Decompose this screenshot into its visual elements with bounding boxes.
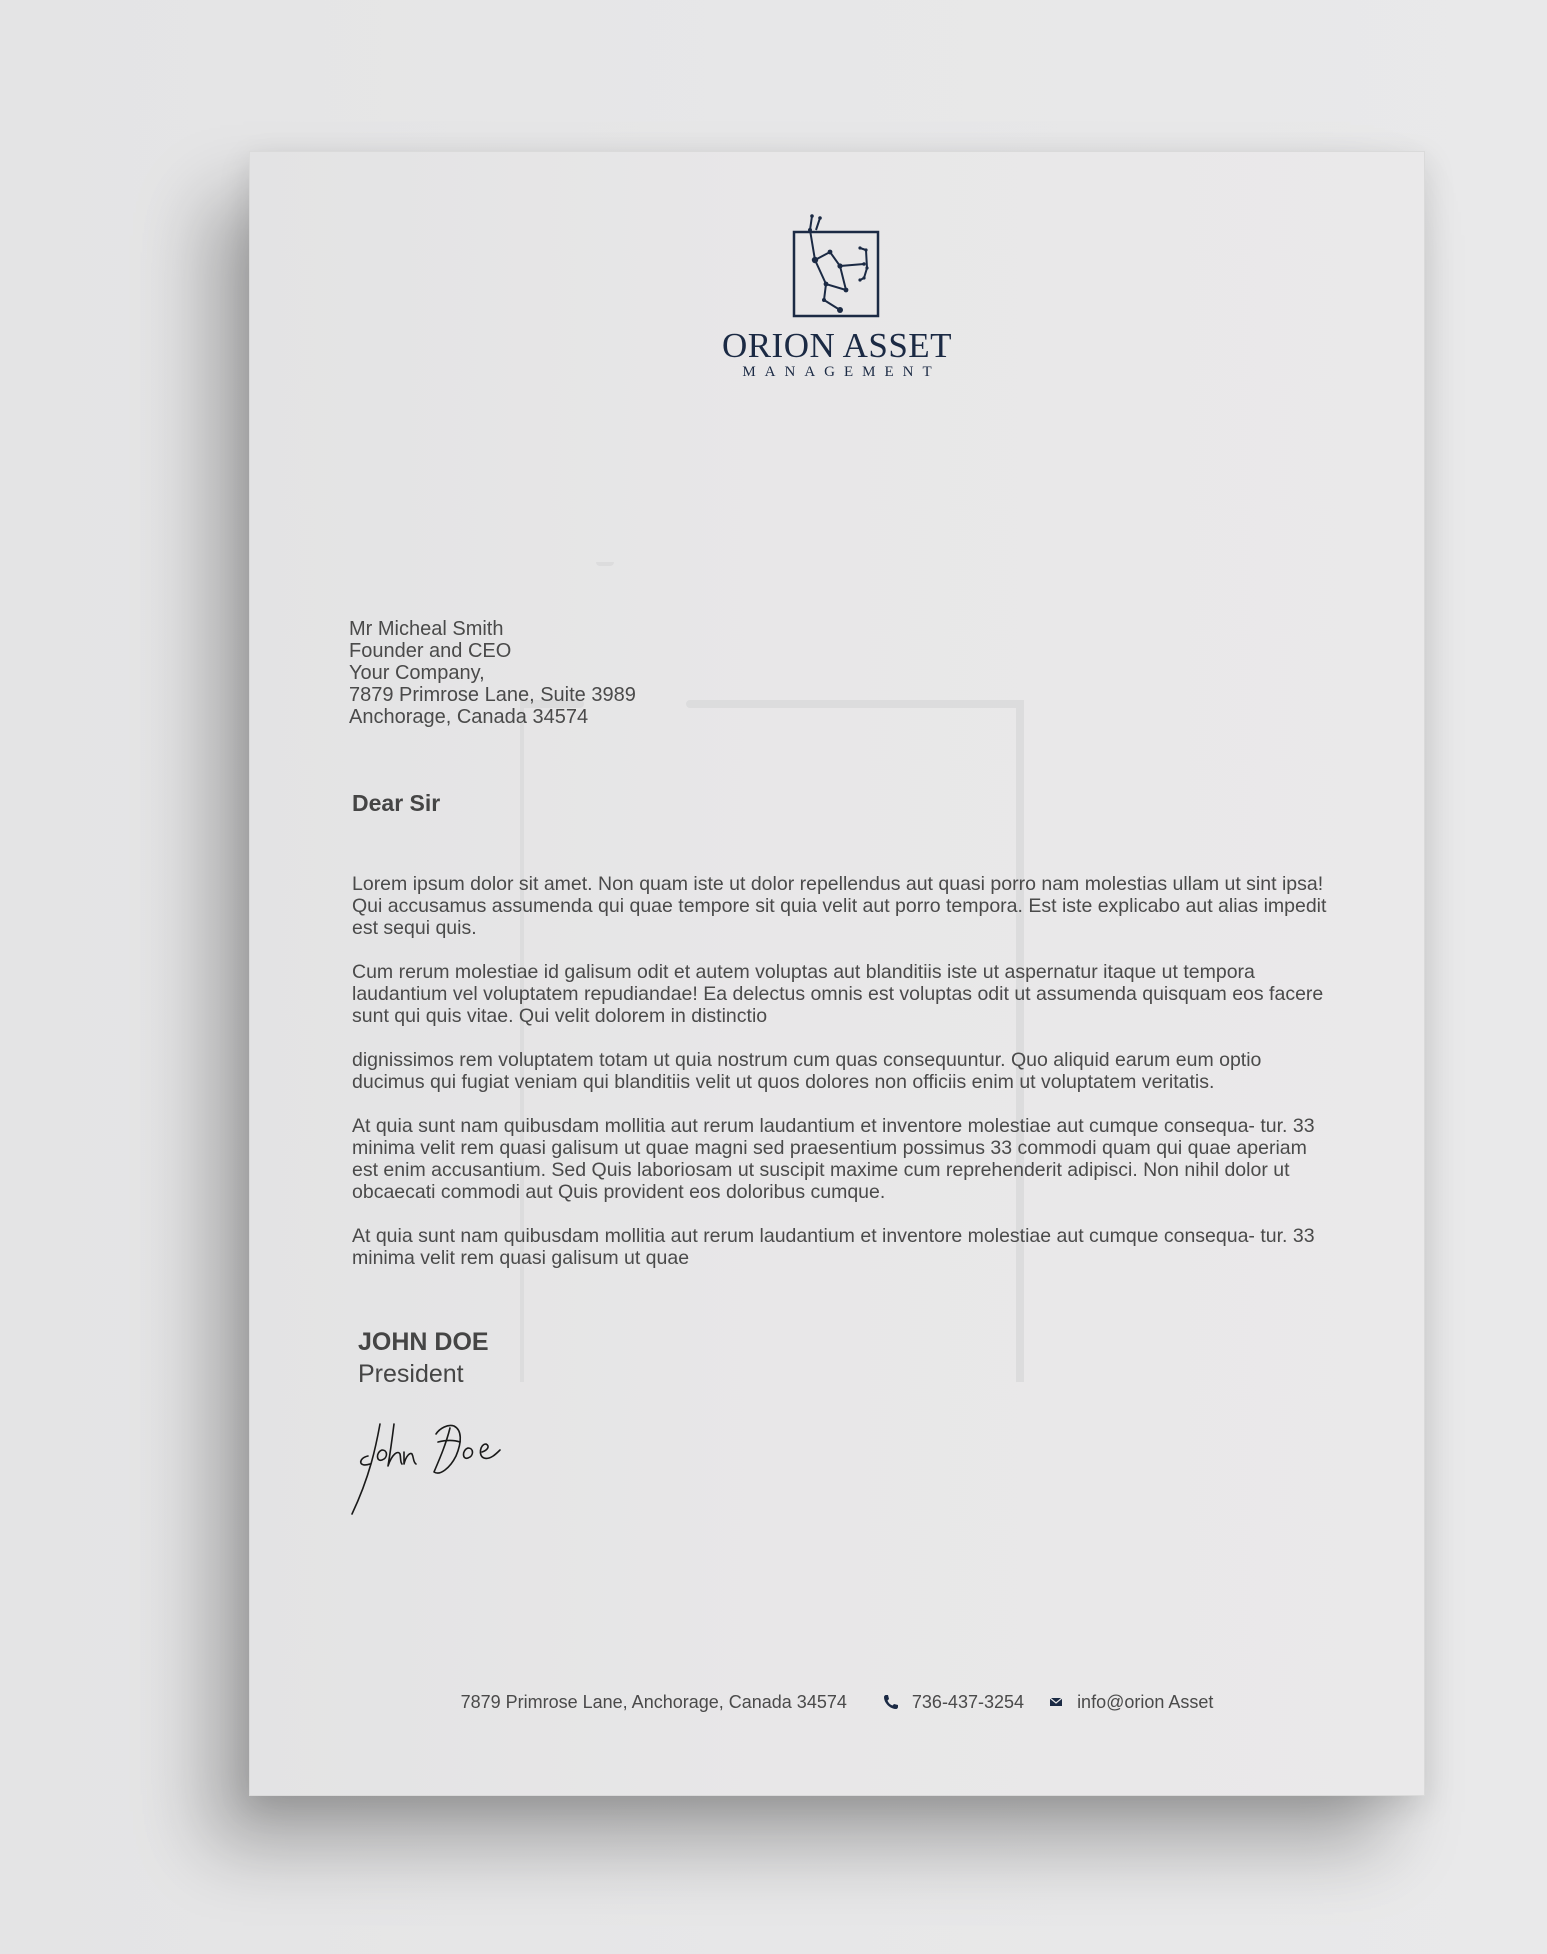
footer-address: 7879 Primrose Lane, Anchorage, Canada 34574 [460, 1691, 847, 1712]
recipient-city: Anchorage, Canada 34574 [349, 706, 589, 728]
body-paragraph: At quia sunt nam quibusdam mollitia aut rerum laudantium et inventore molestiae aut cumque consequa- tur. 33 minima velit rem quasi galisum ut quae magni sed praesentium possimus 33 commodi quam qui quae aperiam est enim accusantium. Sed Quis laboriosam ut suscipit maxime cum reprehenderit adipisci. Non nihil dolor ut obcaecati commodi aut Quis provident eos doloribus cumque. [352, 1115, 1315, 1203]
phone-icon [883, 1694, 899, 1710]
body-paragraph: Lorem ipsum dolor sit amet. Non quam iste ut dolor repellendus aut quasi porro nam molestias ullam ut sint ipsa! Qui accusamus assumenda qui quae tempore sit quia velit aut porro tempora. Est iste explicabo aut alias impedit est sequi quis. [352, 873, 1327, 939]
letter-body [352, 873, 1332, 1291]
recipient-role: Founder and CEO [349, 640, 512, 662]
recipient-street: 7879 Primrose Lane, Suite 3989 [349, 684, 636, 706]
company-name: ORION ASSET [721, 326, 953, 365]
company-tagline: MANAGEMENT [742, 364, 941, 380]
body-paragraph: At quia sunt nam quibusdam mollitia aut rerum laudantium et inventore molestiae aut cumque consequa- tur. 33 minima velit rem quasi galisum ut quae [352, 1225, 1315, 1269]
recipient-address [349, 618, 636, 728]
recipient-name: Mr Micheal Smith [349, 618, 504, 640]
sender-title: President [358, 1360, 464, 1388]
letterhead-page [249, 151, 1425, 1796]
footer-contact [250, 1691, 1424, 1713]
footer-email: info@orion Asset [1077, 1691, 1214, 1712]
company-logo [250, 212, 1424, 380]
body-paragraph: dignissimos rem voluptatem totam ut quia nostrum cum quas consequuntur. Quo aliquid earum eum optio ducimus qui fugiat veniam qui blanditiis velit ut quos dolores non officiis enim ut voluptatem veritatis. [352, 1049, 1262, 1093]
body-paragraph: Cum rerum molestiae id galisum odit et autem voluptas aut blanditiis iste ut aspernatur itaque ut tempora laudantium vel voluptatem repudiandae! Ea delectus omnis est voluptas odit ut assumenda quisquam eos facere sunt qui quis vitae. Qui velit dolorem in distinctio [352, 961, 1324, 1027]
handwritten-signature [350, 1406, 550, 1516]
recipient-company: Your Company, [349, 662, 485, 684]
orion-constellation-logo-icon [782, 212, 892, 322]
footer-phone: 736-437-3254 [911, 1691, 1025, 1712]
salutation: Dear Sir [352, 790, 441, 816]
envelope-icon [1048, 1694, 1064, 1710]
sender-name: JOHN DOE [358, 1328, 489, 1356]
